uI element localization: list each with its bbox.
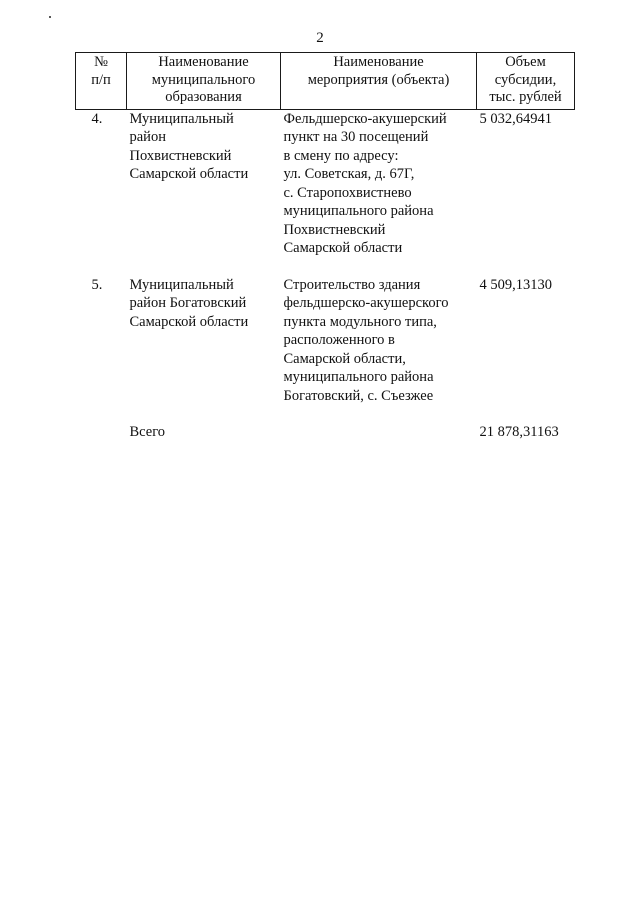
page-number: 2 [316, 30, 324, 46]
total-empty-cell [76, 423, 127, 442]
row-number: 5. [91, 276, 103, 293]
amount-cell: 5 032,64941 [479, 110, 552, 127]
total-label: Всего [129, 424, 166, 440]
event-cell: Фельдшерско-акушерский пункт на 30 посещений в смену по адресу: ул. Советская, д. 67Г, с. Старопохвистнево муниципального района Похвистневский Самарской области [283, 110, 447, 256]
total-row [76, 423, 575, 442]
municipality-cell: Муниципальный район Богатовский Самарской области [129, 276, 249, 330]
table-header-row [76, 53, 575, 110]
subsidy-table [75, 52, 575, 442]
header-amount: Объем субсидии, тыс. рублей [477, 53, 575, 110]
total-spacer-cell [281, 423, 477, 442]
table-row [76, 276, 575, 424]
municipality-cell: Муниципальный район Похвистневский Самарской области [129, 110, 249, 182]
header-municipality: Наименование муниципального образования [127, 53, 281, 110]
header-event: Наименование мероприятия (объекта) [281, 53, 477, 110]
total-amount: 21 878,31163 [479, 424, 559, 440]
table-row [76, 109, 575, 276]
row-number: 4. [91, 110, 103, 127]
amount-cell: 4 509,13130 [479, 276, 552, 293]
event-cell: Строительство здания фельдшерско-акушерского пункта модульного типа, расположенного в Самарской области, муниципального района Богатовский, с. Съезжее [283, 276, 449, 404]
header-num: № п/п [76, 53, 127, 110]
scan-speck [49, 16, 51, 18]
